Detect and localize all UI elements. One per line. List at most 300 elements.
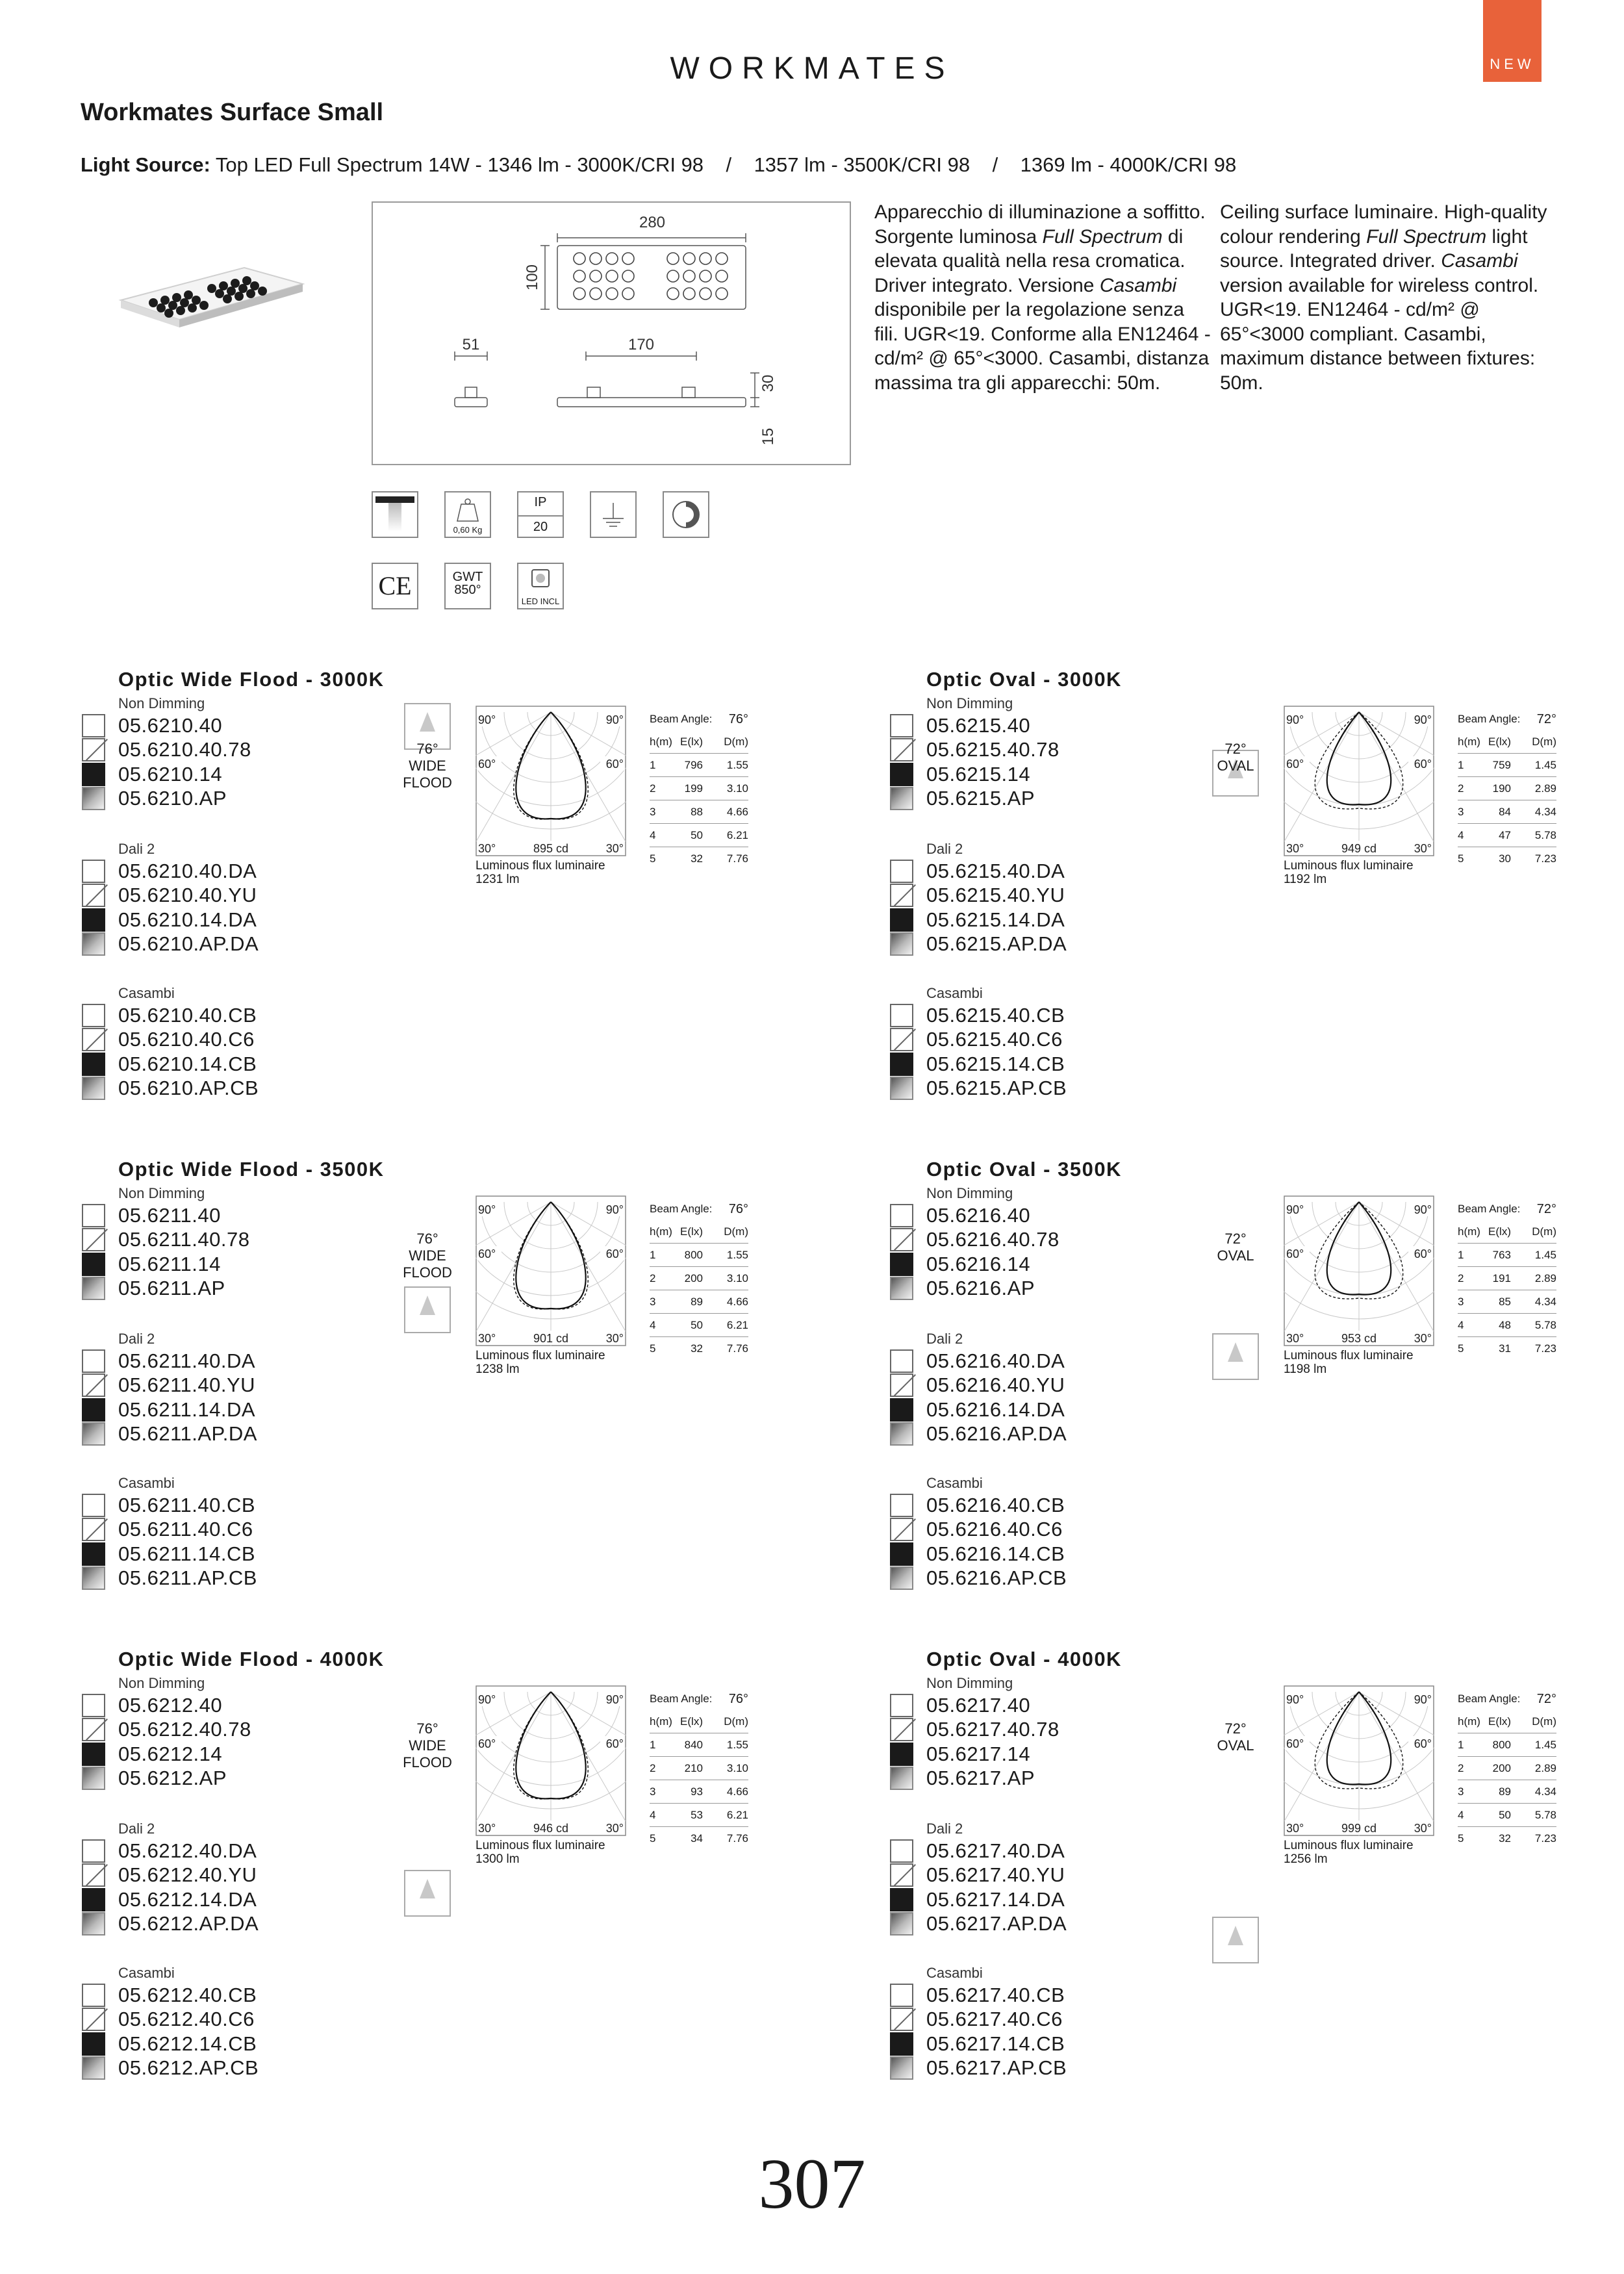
product-code-row	[82, 1863, 257, 1887]
ce-mark-icon	[372, 563, 418, 609]
optic-type-label	[388, 1720, 466, 1771]
finish-swatch-icon	[890, 1004, 913, 1027]
illuminance-table-header	[1458, 1710, 1556, 1733]
cell-diameter: 2.89	[1534, 1271, 1556, 1284]
cell-height: 1	[650, 1738, 656, 1751]
cell-diameter: 7.76	[726, 1832, 748, 1845]
finish-swatch-icon	[890, 1518, 913, 1541]
luminous-flux-caption	[476, 859, 605, 886]
polar-label: 999 cd	[1341, 1822, 1377, 1835]
product-code-row	[890, 1493, 1065, 1517]
illuminance-table-row	[650, 1804, 748, 1827]
finish-swatch-icon	[890, 787, 913, 810]
cell-diameter: 5.78	[1534, 1808, 1556, 1821]
finish-swatch-icon	[82, 1912, 105, 1935]
cell-illuminance: 210	[684, 1761, 703, 1774]
illuminance-table-row	[650, 1314, 748, 1337]
polar-label: 30°	[1414, 1332, 1432, 1345]
product-code: 05.6216.AP.CB	[926, 1566, 1067, 1589]
product-code-row	[890, 1252, 1030, 1276]
product-code-row	[82, 1052, 257, 1076]
finish-swatch-icon	[890, 2056, 913, 2080]
ip-label: IP	[534, 495, 547, 509]
luminous-flux-label: Luminous flux luminaire	[1284, 1839, 1414, 1852]
ip-rating-icon	[517, 491, 564, 538]
product-code: 05.6216.14.CB	[926, 1542, 1065, 1565]
col-illuminance: E(lx)	[680, 1715, 703, 1728]
product-code-row	[82, 884, 257, 908]
cell-diameter: 3.10	[726, 1271, 748, 1284]
illuminance-table-row	[650, 1780, 748, 1804]
polar-label: 60°	[1286, 1247, 1304, 1260]
cell-height: 2	[650, 1761, 656, 1774]
finish-group-label: Dali 2	[926, 1820, 963, 1837]
description-italian	[874, 200, 1212, 395]
luminous-flux-value: 1256 lm	[1284, 1852, 1328, 1866]
product-code-row	[82, 738, 251, 762]
polar-label: 90°	[1414, 1203, 1432, 1216]
polar-diagram	[1284, 706, 1434, 856]
finish-group-label: Non Dimming	[926, 1185, 1013, 1201]
col-diameter: D(m)	[724, 1715, 748, 1728]
weight-value: 0,60 Kg	[453, 525, 483, 535]
product-code: 05.6217.AP	[926, 1767, 1035, 1789]
optic-section-title: Optic Oval - 3000K	[926, 668, 1122, 691]
product-code: 05.6212.40	[118, 1693, 223, 1717]
cell-height: 4	[650, 828, 656, 841]
finish-swatch-icon	[890, 763, 913, 786]
cell-illuminance: 50	[691, 828, 703, 841]
cell-illuminance: 89	[1499, 1785, 1511, 1798]
cell-height: 5	[1458, 1342, 1464, 1355]
polar-label: 30°	[1286, 842, 1304, 855]
finish-swatch-icon	[890, 1349, 913, 1373]
finish-swatch-icon	[82, 1053, 105, 1076]
cell-diameter: 4.66	[726, 1295, 748, 1308]
col-height: h(m)	[1458, 1225, 1480, 1238]
product-code-row	[82, 787, 227, 811]
luminous-flux-caption	[1284, 1349, 1414, 1376]
dim-front: 170	[628, 336, 655, 353]
illuminance-table	[650, 1198, 748, 1360]
polar-label: 60°	[1414, 1737, 1432, 1750]
product-code: 05.6217.AP.DA	[926, 1912, 1067, 1935]
optic-type-label	[388, 741, 466, 791]
cell-illuminance: 89	[691, 1295, 703, 1308]
cell-illuminance: 48	[1499, 1318, 1511, 1331]
description-fragment: Ceiling surface luminaire. High-quality colour rendering	[1220, 201, 1547, 248]
polar-diagram	[476, 1685, 626, 1836]
product-code: 05.6210.14	[118, 762, 223, 786]
col-illuminance: E(lx)	[680, 735, 703, 748]
product-code-row	[890, 762, 1030, 786]
product-code: 05.6211.40.CB	[118, 1493, 256, 1516]
gwt-icon	[444, 563, 491, 609]
product-code: 05.6217.AP.CB	[926, 2056, 1067, 2079]
finish-swatch-icon	[890, 738, 913, 761]
illuminance-table-header	[1458, 1220, 1556, 1244]
polar-label: 30°	[478, 1332, 496, 1345]
dim-height: 30	[759, 374, 777, 392]
beam-cone-icon	[420, 1879, 435, 1898]
illuminance-table-row	[650, 754, 748, 777]
optic-name: OVAL	[1217, 1737, 1254, 1754]
product-code-row	[890, 1742, 1030, 1766]
illuminance-table-row	[650, 824, 748, 847]
finish-swatch-icon	[890, 1718, 913, 1741]
illuminance-table-row	[650, 1337, 748, 1360]
finish-swatch-icon	[82, 1518, 105, 1541]
product-code-row	[82, 859, 257, 883]
illuminance-table-row	[650, 777, 748, 800]
cell-diameter: 1.45	[1534, 1738, 1556, 1751]
product-code-row	[82, 1983, 257, 2007]
product-code: 05.6210.AP.CB	[118, 1077, 259, 1099]
product-code: 05.6212.14.DA	[118, 1887, 257, 1911]
polar-label: 60°	[1414, 1247, 1432, 1260]
finish-group-label: Dali 2	[926, 1331, 963, 1347]
illuminance-table-row	[1458, 1780, 1556, 1804]
optic-type-label	[388, 1231, 466, 1281]
led-included-icon	[517, 563, 564, 609]
illuminance-table-row	[650, 1290, 748, 1314]
product-code: 05.6215.40.CB	[926, 1003, 1065, 1027]
illuminance-table	[1458, 1198, 1556, 1360]
finish-swatch-icon	[82, 1077, 105, 1100]
cell-diameter: 1.55	[726, 1738, 748, 1751]
product-code-row	[82, 2056, 259, 2080]
cell-illuminance: 199	[684, 782, 703, 795]
finish-swatch-icon	[890, 1888, 913, 1911]
polar-label: 953 cd	[1341, 1332, 1377, 1345]
finish-swatch-icon	[890, 1253, 913, 1276]
finish-swatch-icon	[82, 860, 105, 883]
illuminance-table-row	[650, 1827, 748, 1850]
description-fragment: Full Spectrum	[1042, 225, 1163, 248]
description-fragment: disponibile per la regolazione senza fili. UGR<19. Conforme alla EN12464 - cd/m² @ 65°<3000. Casambi, distanza massima tra gli apparecchi: 50m.	[874, 299, 1211, 394]
finish-swatch-icon	[890, 1077, 913, 1100]
finish-swatch-icon	[82, 1863, 105, 1887]
polar-diagram	[1284, 1685, 1434, 1836]
optic-type-label	[1197, 1720, 1275, 1754]
finish-swatch-icon	[82, 1373, 105, 1397]
cell-illuminance: 763	[1492, 1248, 1511, 1261]
cell-diameter: 4.34	[1534, 805, 1556, 818]
description-fragment: Casambi	[1099, 274, 1177, 296]
col-height: h(m)	[650, 1225, 672, 1238]
optic-angle: 72°	[1224, 1720, 1247, 1737]
product-code-row	[890, 1566, 1067, 1591]
finish-swatch-icon	[890, 1694, 913, 1717]
cell-height: 2	[650, 782, 656, 795]
polar-label: 90°	[1286, 1203, 1304, 1216]
polar-label: 30°	[1286, 1822, 1304, 1835]
cell-illuminance: 31	[1499, 1342, 1511, 1355]
cell-diameter: 5.78	[1534, 828, 1556, 841]
col-diameter: D(m)	[1532, 735, 1556, 748]
finish-group-label: Casambi	[118, 1965, 175, 1981]
cell-diameter: 2.89	[1534, 782, 1556, 795]
optic-section-title: Optic Oval - 3500K	[926, 1158, 1122, 1181]
cell-height: 1	[1458, 1738, 1464, 1751]
illuminance-table-row	[1458, 1804, 1556, 1827]
finish-swatch-icon	[890, 1542, 913, 1566]
dim-depth: 100	[524, 264, 541, 291]
illuminance-table-row	[1458, 824, 1556, 847]
optic-name: WIDE FLOOD	[403, 1247, 452, 1281]
polar-label: 60°	[478, 1737, 496, 1750]
product-code: 05.6211.40.C6	[118, 1518, 253, 1540]
cell-diameter: 4.34	[1534, 1295, 1556, 1308]
polar-label: 30°	[605, 1822, 624, 1835]
finish-swatch-icon	[890, 932, 913, 956]
optic-beam-icon	[404, 1870, 451, 1917]
cell-height: 1	[650, 1248, 656, 1261]
polar-label: 901 cd	[533, 1332, 569, 1345]
illuminance-table-row	[1458, 754, 1556, 777]
cell-illuminance: 32	[691, 852, 703, 865]
product-code: 05.6210.40.C6	[118, 1028, 255, 1051]
product-code: 05.6217.14.DA	[926, 1887, 1065, 1911]
dimension-drawing	[373, 203, 850, 464]
product-code: 05.6212.AP	[118, 1767, 227, 1789]
product-code-row	[82, 1349, 255, 1373]
product-code: 05.6212.40.YU	[118, 1863, 257, 1886]
product-photo	[114, 255, 309, 346]
product-code-row	[890, 1349, 1065, 1373]
product-code-row	[82, 1887, 257, 1911]
product-code-row	[82, 1693, 222, 1717]
illuminance-table-header	[650, 1220, 748, 1244]
luminous-flux-value: 1238 lm	[476, 1362, 520, 1376]
light-source-label: Light Source:	[81, 153, 210, 176]
luminous-flux-caption	[1284, 1839, 1414, 1866]
gwt-value: GWT 850°	[452, 570, 483, 597]
luminous-flux-label: Luminous flux luminaire	[1284, 1349, 1414, 1362]
beam-angle-label: Beam Angle:	[650, 713, 713, 725]
col-height: h(m)	[1458, 735, 1480, 748]
polar-label: 60°	[478, 758, 496, 771]
luminous-flux-value: 1198 lm	[1284, 1362, 1327, 1376]
cell-height: 2	[1458, 1271, 1464, 1284]
luminous-flux-label: Luminous flux luminaire	[476, 1349, 605, 1362]
new-badge: NEW	[1483, 0, 1542, 82]
product-code: 05.6217.14	[926, 1742, 1031, 1765]
polar-label: 895 cd	[533, 842, 569, 855]
polar-label: 90°	[478, 713, 496, 726]
product-code-row	[890, 1693, 1030, 1717]
product-code-row	[890, 1983, 1065, 2007]
cell-diameter: 6.21	[726, 828, 748, 841]
optic-section-title: Optic Oval - 4000K	[926, 1648, 1122, 1670]
product-code-row	[890, 1718, 1059, 1742]
cell-height: 1	[650, 758, 656, 771]
cell-illuminance: 840	[684, 1738, 703, 1751]
polar-label: 90°	[478, 1203, 496, 1216]
description-fragment: light source. Integrated driver.	[1220, 225, 1528, 272]
cell-illuminance: 796	[684, 758, 703, 771]
dim-thickness: 15	[759, 428, 777, 446]
product-code-row	[890, 1052, 1065, 1076]
product-code-row	[890, 932, 1067, 956]
product-code: 05.6210.40	[118, 713, 223, 737]
beam-angle-label: Beam Angle:	[1458, 713, 1521, 725]
finish-swatch-icon	[890, 1743, 913, 1766]
finish-swatch-icon	[890, 1277, 913, 1300]
beam-angle-value: 76°	[728, 711, 748, 726]
product-code-row	[890, 1028, 1063, 1052]
product-code: 05.6215.40.C6	[926, 1028, 1063, 1051]
finish-swatch-icon	[82, 1004, 105, 1027]
product-code-row	[890, 2056, 1067, 2080]
product-code: 05.6210.40.YU	[118, 884, 257, 906]
finish-swatch-icon	[82, 884, 105, 907]
product-code: 05.6215.40	[926, 713, 1031, 737]
product-code: 05.6216.AP	[926, 1277, 1035, 1299]
product-code-row	[82, 1077, 259, 1101]
illuminance-table-row	[650, 800, 748, 824]
cell-diameter: 4.66	[726, 805, 748, 818]
polar-label: 60°	[605, 1737, 624, 1750]
product-code: 05.6215.14	[926, 762, 1031, 786]
illuminance-table	[650, 1688, 748, 1850]
optic-name: OVAL	[1217, 758, 1254, 774]
product-code: 05.6215.40.78	[926, 738, 1059, 761]
technical-drawing	[372, 201, 851, 465]
product-code: 05.6216.40.78	[926, 1228, 1059, 1251]
product-code-row	[890, 1863, 1065, 1887]
cell-height: 5	[650, 1832, 656, 1845]
product-code: 05.6212.14	[118, 1742, 223, 1765]
product-code-row	[890, 1398, 1065, 1422]
col-height: h(m)	[1458, 1715, 1480, 1728]
product-code-row	[82, 1839, 257, 1863]
product-code-row	[890, 713, 1030, 737]
illuminance-table-header	[650, 730, 748, 754]
cell-height: 4	[1458, 1318, 1464, 1331]
polar-label: 30°	[478, 842, 496, 855]
col-illuminance: E(lx)	[680, 1225, 703, 1238]
polar-label: 30°	[1414, 1822, 1432, 1835]
product-code: 05.6211.40.78	[118, 1228, 250, 1251]
illuminance-table-row	[1458, 1827, 1556, 1850]
optic-beam-icon	[1212, 1917, 1259, 1963]
weight-icon	[444, 491, 491, 538]
illuminance-table-row	[1458, 777, 1556, 800]
cell-illuminance: 190	[1492, 782, 1511, 795]
cell-height: 2	[1458, 782, 1464, 795]
ce-mark-text: CE	[378, 571, 412, 600]
product-code: 05.6211.AP	[118, 1277, 225, 1299]
optic-beam-icon	[1212, 1333, 1259, 1380]
product-code: 05.6216.40.CB	[926, 1493, 1065, 1516]
dim-width: 280	[639, 214, 666, 231]
illuminance-table-row	[650, 1267, 748, 1290]
product-code-row	[82, 1493, 255, 1517]
cell-illuminance: 800	[684, 1248, 703, 1261]
light-source	[81, 153, 1236, 177]
beam-cone-icon	[420, 712, 435, 732]
col-diameter: D(m)	[724, 735, 748, 748]
col-illuminance: E(lx)	[1488, 735, 1511, 748]
product-code: 05.6212.40.78	[118, 1718, 251, 1741]
cell-height: 5	[650, 852, 656, 865]
product-code: 05.6215.14.DA	[926, 908, 1065, 931]
cell-illuminance: 88	[691, 805, 703, 818]
product-code: 05.6210.14.DA	[118, 908, 257, 931]
cell-diameter: 7.23	[1534, 1832, 1556, 1845]
col-illuminance: E(lx)	[1488, 1715, 1511, 1728]
product-code-row	[82, 1767, 227, 1791]
product-code-row	[890, 2032, 1065, 2056]
illuminance-table-row	[1458, 1290, 1556, 1314]
description-fragment: Full Spectrum	[1366, 225, 1487, 248]
product-code: 05.6211.AP.CB	[118, 1566, 257, 1589]
optic-angle: 76°	[416, 741, 438, 757]
finish-swatch-icon	[82, 1349, 105, 1373]
product-code-row	[82, 1912, 259, 1936]
cell-illuminance: 85	[1499, 1295, 1511, 1308]
polar-label: 90°	[605, 1203, 624, 1216]
cell-height: 5	[1458, 852, 1464, 865]
product-code: 05.6216.AP.DA	[926, 1422, 1067, 1445]
product-code: 05.6210.40.DA	[118, 859, 257, 882]
optic-type-label	[1197, 1231, 1275, 1264]
illuminance-table-row	[650, 1244, 748, 1267]
cell-illuminance: 800	[1492, 1738, 1511, 1751]
cell-diameter: 3.10	[726, 1761, 748, 1774]
cell-height: 4	[650, 1318, 656, 1331]
description-fragment: version available for wireless control. UGR<19. EN12464 - cd/m² @ 65°<3000 compliant. Casambi, maximum distance between fixtures: 50m.	[1220, 274, 1539, 394]
beam-angle-value: 76°	[728, 1201, 748, 1216]
cell-diameter: 7.76	[726, 1342, 748, 1355]
finish-group-label: Dali 2	[118, 841, 155, 857]
finish-swatch-icon	[82, 1566, 105, 1590]
finish-swatch-icon	[890, 1053, 913, 1076]
finish-swatch-icon	[82, 763, 105, 786]
beam-cone-icon	[420, 1296, 435, 1315]
cell-illuminance: 93	[691, 1785, 703, 1798]
polar-label: 60°	[1414, 758, 1432, 771]
polar-label: 90°	[478, 1693, 496, 1706]
product-code: 05.6216.40.C6	[926, 1518, 1063, 1540]
finish-group-label: Non Dimming	[118, 695, 205, 711]
finish-swatch-icon	[890, 860, 913, 883]
finish-group-label: Casambi	[926, 1475, 983, 1491]
finish-group-label: Dali 2	[926, 841, 963, 857]
product-code-row	[890, 884, 1065, 908]
product-code: 05.6215.AP	[926, 787, 1035, 810]
finish-group-label: Casambi	[118, 1475, 175, 1491]
product-code: 05.6212.AP.DA	[118, 1912, 259, 1935]
finish-swatch-icon	[82, 1422, 105, 1446]
finish-swatch-icon	[82, 1277, 105, 1300]
finish-swatch-icon	[82, 1204, 105, 1227]
product-code-row	[890, 1277, 1035, 1301]
product-code-row	[890, 1887, 1065, 1911]
page-number: 307	[758, 2144, 866, 2223]
illuminance-table	[1458, 1688, 1556, 1850]
illuminance-table-row	[650, 1757, 748, 1780]
finish-swatch-icon	[82, 1542, 105, 1566]
optic-name: WIDE FLOOD	[403, 758, 452, 791]
illuminance-table	[650, 708, 748, 870]
cell-diameter: 3.10	[726, 782, 748, 795]
finish-swatch-icon	[890, 1912, 913, 1935]
product-code: 05.6210.AP.DA	[118, 932, 259, 955]
cell-diameter: 2.89	[1534, 1761, 1556, 1774]
product-code-row	[890, 1228, 1059, 1252]
